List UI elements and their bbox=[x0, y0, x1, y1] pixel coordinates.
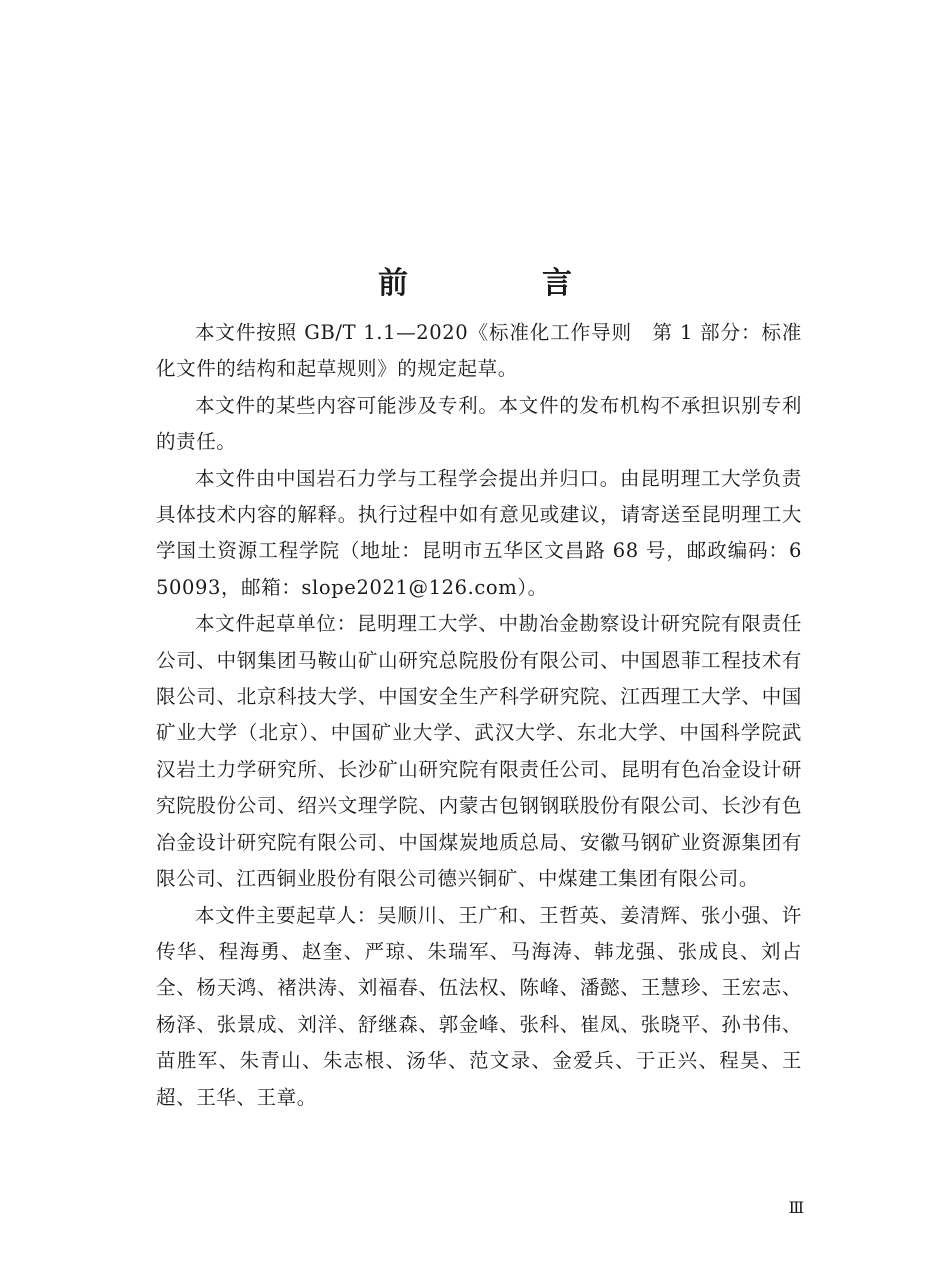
paragraph-proposer-contact: 本文件由中国岩石力学与工程学会提出并归口。由昆明理工大学负责具体技术内容的解释。执行过程中如有意见或建议，请寄送至昆明理工大学国土资源工程学院（地址：昆明市五华区文昌路 68 号，邮政编码：650093，邮箱：slope2021@126.com）。 bbox=[156, 466, 802, 599]
paragraph-patent-notice: 本文件的某些内容可能涉及专利。本文件的发布机构不承担识别专利的责任。 bbox=[156, 393, 802, 454]
paragraph-drafters: 本文件主要起草人：吴顺川、王广和、王哲英、姜清辉、张小强、许传华、程海勇、赵奎、严琼、朱瑞军、马海涛、韩龙强、张成良、刘占全、杨天鸿、褚洪涛、刘福春、伍法权、陈峰、潘懿、王慧珍、王宏志、杨泽、张景成、刘洋、舒继森、郭金峰、张科、崔凤、张晓平、孙书伟、苗胜军、朱青山、朱志根、汤华、范文录、金爱兵、于正兴、程昊、王超、王华、王章。 bbox=[156, 903, 802, 1109]
paragraph-drafting-rules: 本文件按照 GB/T 1.1—2020《标准化工作导则 第 1 部分：标准化文件的结构和起草规则》的规定起草。 bbox=[156, 321, 802, 381]
page-number: Ⅲ bbox=[788, 1198, 804, 1217]
paragraph-drafting-units: 本文件起草单位：昆明理工大学、中勘冶金勘察设计研究院有限责任公司、中钢集团马鞍山矿山研究总院股份有限公司、中国恩菲工程技术有限公司、北京科技大学、中国安全生产科学研究院、江西理工大学、中国矿业大学（北京）、中国矿业大学、武汉大学、东北大学、中国科学院武汉岩土力学研究所、长沙矿山研究院有限责任公司、昆明有色冶金设计研究院股份公司、绍兴文理学院、内蒙古包钢钢联股份有限公司、长沙有色冶金设计研究院有限公司、中国煤炭地质总局、安徽马钢矿业资源集团有限公司、江西铜业股份有限公司德兴铜矿、中煤建工集团有限公司。 bbox=[156, 612, 802, 891]
foreword-body bbox=[156, 315, 802, 1116]
page-title: 前 言 bbox=[378, 266, 624, 302]
